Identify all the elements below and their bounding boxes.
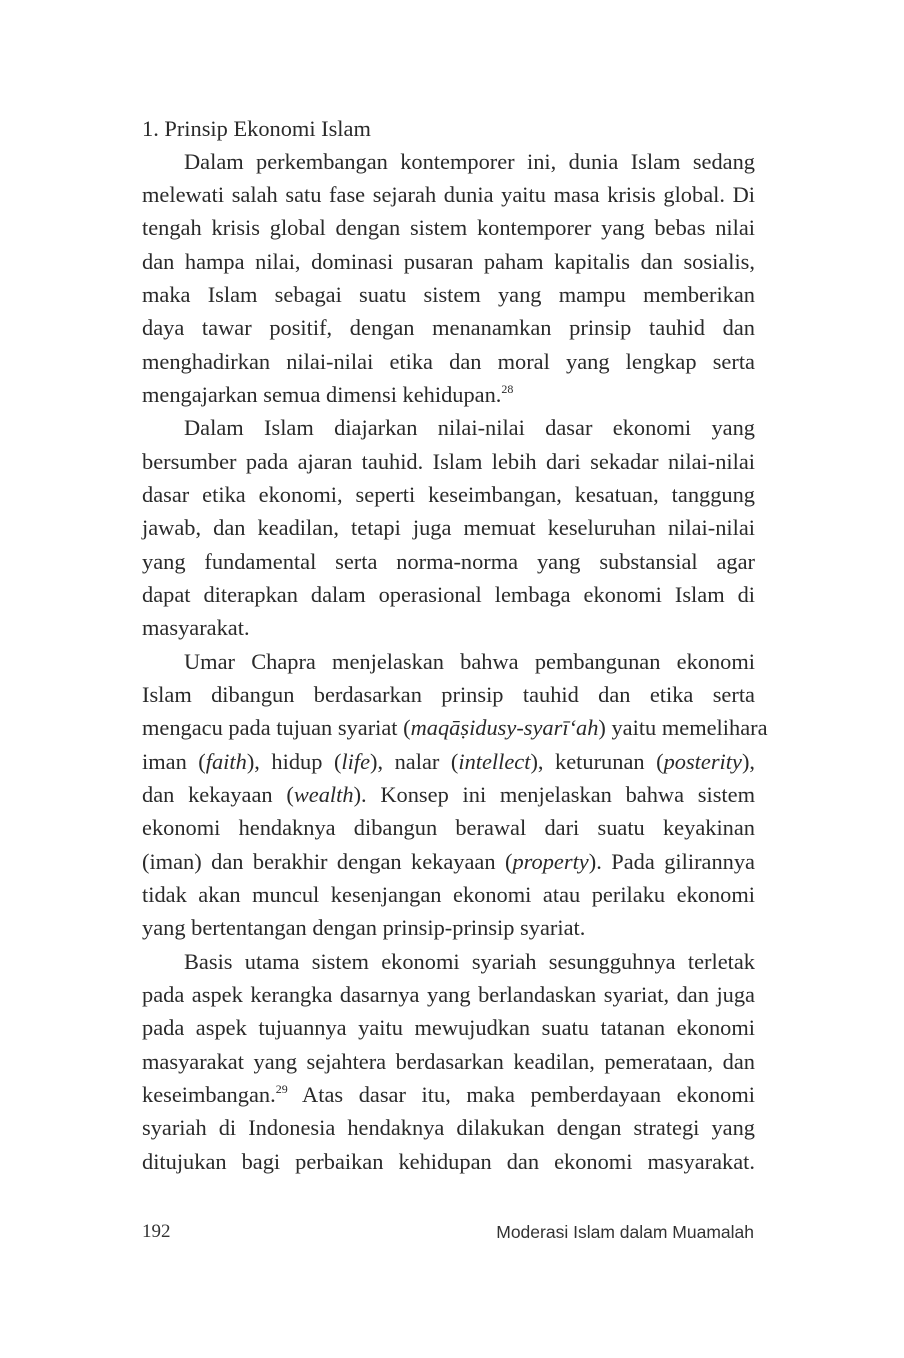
footnote-ref-29: 29 <box>275 1082 288 1096</box>
p4-line: syariah di Indonesia hendaknya dilakukan dengan strategi yang <box>142 1115 755 1140</box>
p2-line: Dalam Islam diajarkan nilai-nilai dasar ekonomi yang <box>184 415 755 440</box>
p1-line: dan hampa nilai, dominasi pusaran paham kapitalis dan sosialis, <box>142 249 755 274</box>
running-head: Moderasi Islam dalam Muamalah <box>496 1222 754 1242</box>
p4-text: Atas dasar itu, maka pemberdayaan ekonomi <box>287 1082 755 1107</box>
p3-line: Islam dibangun berdasarkan prinsip tauhid dan etika serta <box>142 682 755 707</box>
p3-text: ) yaitu memelihara <box>598 715 768 740</box>
p3-line: yang bertentangan dengan prinsip-prinsip syariat. <box>142 915 586 940</box>
term-posterity: posterity <box>663 749 742 774</box>
p1-line: maka Islam sebagai suatu sistem yang mampu memberikan <box>142 282 755 307</box>
p3-line: tidak akan muncul kesenjangan ekonomi atau perilaku ekonomi <box>142 882 755 907</box>
p1-text: mengajarkan semua dimensi kehidupan. <box>142 382 502 407</box>
p1-line: menghadirkan nilai-nilai etika dan moral yang lengkap serta <box>142 349 755 374</box>
p1-line <box>142 381 755 409</box>
p4-line: masyarakat yang sejahtera berdasarkan keadilan, pemerataan, dan <box>142 1049 755 1074</box>
p1-line: tengah krisis global dengan sistem kontemporer yang bebas nilai <box>142 215 755 240</box>
p3-text: ). Konsep ini menjelaskan bahwa sistem <box>353 782 756 807</box>
p3-line: ekonomi hendaknya dibangun berawal dari suatu keyakinan <box>142 815 755 840</box>
p2-line: yang fundamental serta norma-norma yang substansial agar <box>142 549 755 574</box>
p3-line <box>142 848 755 876</box>
p4-text: keseimbangan. <box>142 1082 276 1107</box>
p3-line <box>142 748 755 776</box>
p4-line: Basis utama sistem ekonomi syariah sesungguhnya terletak <box>184 949 755 974</box>
p3-text: ), <box>741 749 755 774</box>
term-wealth: wealth <box>293 782 354 807</box>
p3-line <box>142 781 755 809</box>
p2-line: jawab, dan keadilan, tetapi juga memuat keseluruhan nilai-nilai <box>142 515 755 540</box>
p3-line: Umar Chapra menjelaskan bahwa pembangunan ekonomi <box>184 649 755 674</box>
p2-line: dapat diterapkan dalam operasional lembaga ekonomi Islam di <box>142 582 755 607</box>
p2-line: bersumber pada ajaran tauhid. Islam lebih dari sekadar nilai-nilai <box>142 449 755 474</box>
p1-line: daya tawar positif, dengan menanamkan prinsip tauhid dan <box>142 315 755 340</box>
p3-line <box>142 714 768 742</box>
p2-line: masyarakat. <box>142 615 250 640</box>
page-number: 192 <box>142 1221 171 1242</box>
p3-text: ). Pada gilirannya <box>588 849 755 874</box>
p4-line: pada aspek kerangka dasarnya yang berlandaskan syariat, dan juga <box>142 982 755 1007</box>
p3-text: ), nalar ( <box>370 749 459 774</box>
p3-text: dan kekayaan ( <box>142 782 294 807</box>
term-intellect: intellect <box>458 749 531 774</box>
p1-line: Dalam perkembangan kontemporer ini, dunia Islam sedang <box>184 149 755 174</box>
p4-line <box>142 1081 755 1109</box>
term-life: life <box>341 749 371 774</box>
p4-line: ditujukan bagi perbaikan kehidupan dan ekonomi masyarakat. <box>142 1149 755 1174</box>
p3-text: ), hidup ( <box>246 749 342 774</box>
section-heading: 1. Prinsip Ekonomi Islam <box>142 116 371 141</box>
term-maqasid: maqāṣidusy-syarī‘ah <box>410 715 599 740</box>
term-faith: faith <box>205 749 247 774</box>
p2-line: dasar etika ekonomi, seperti keseimbangan, kesatuan, tanggung <box>142 482 755 507</box>
p1-line: melewati salah satu fase sejarah dunia yaitu masa krisis global. Di <box>142 182 755 207</box>
footnote-ref-28: 28 <box>501 382 514 396</box>
p3-text: mengacu pada tujuan syariat ( <box>142 715 411 740</box>
p3-text: (iman) dan berakhir dengan kekayaan ( <box>142 849 513 874</box>
p3-text: ), keturunan ( <box>530 749 664 774</box>
p3-text: iman ( <box>142 749 206 774</box>
p4-line: pada aspek tujuannya yaitu mewujudkan suatu tatanan ekonomi <box>142 1015 755 1040</box>
term-property: property <box>512 849 589 874</box>
